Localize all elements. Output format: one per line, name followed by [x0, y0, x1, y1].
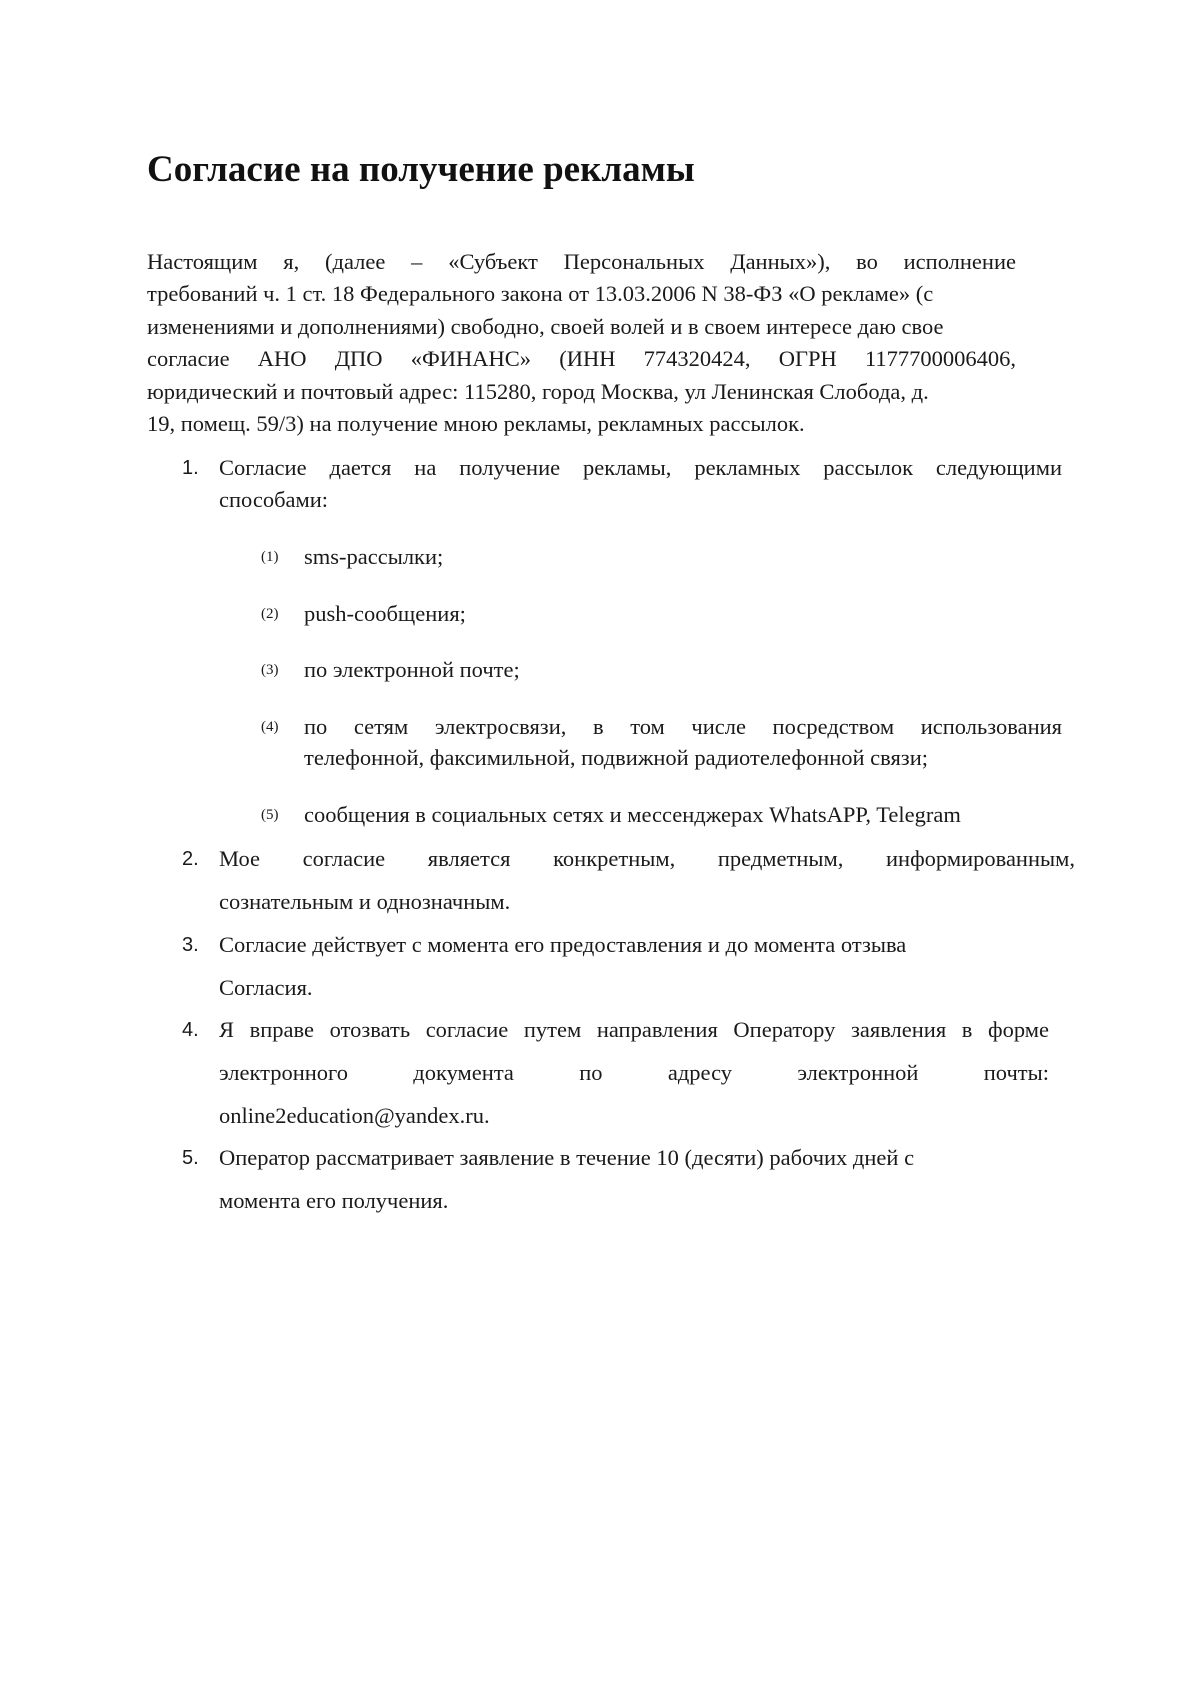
sub-item-number: (1): [261, 549, 279, 565]
sub-item-number: (5): [261, 807, 279, 823]
intro-line: согласие АНО ДПО «ФИНАНС» (ИНН 774320424, ОГРН 1177700006406,: [147, 346, 1016, 371]
list-item-number: 3.: [182, 934, 199, 956]
list-item-line: способами:: [219, 487, 329, 512]
sub-item-number: (2): [261, 606, 279, 622]
document-title: Согласие на получение рекламы: [147, 149, 695, 190]
list-item-line: Согласие дается на получение рекламы, рекламных рассылок следующими: [219, 455, 1062, 480]
list-item-line: Оператор рассматривает заявление в течение 10 (десяти) рабочих дней с: [219, 1145, 915, 1170]
sub-item-line: по электронной почте;: [304, 657, 520, 682]
list-item-number: 2.: [182, 848, 199, 870]
list-item-number: 1.: [182, 457, 199, 479]
list-item-line: Я вправе отозвать согласие путем направления Оператору заявления в форме: [219, 1017, 1049, 1042]
sub-item-line: push-сообщения;: [304, 601, 466, 626]
list-item-line: Согласия.: [219, 975, 313, 1000]
list-item-number: 5.: [182, 1147, 199, 1169]
email-address: online2education@yandex.ru.: [219, 1103, 490, 1128]
list-item-line: сознательным и однозначным.: [219, 889, 511, 914]
sub-item-number: (4): [261, 719, 279, 735]
sub-item-line: sms-рассылки;: [304, 544, 444, 569]
intro-line: изменениями и дополнениями) свободно, своей волей и в своем интересе даю свое: [147, 314, 944, 339]
sub-item-line: по сетям электросвязи, в том числе посредством использования: [304, 714, 1062, 739]
list-item-number: 4.: [182, 1019, 199, 1041]
sub-item-line: телефонной, факсимильной, подвижной радиотелефонной связи;: [304, 745, 928, 770]
list-item-line: момента его получения.: [219, 1188, 449, 1213]
list-item-line: электронного документа по адресу электронной почты:: [219, 1060, 1049, 1085]
intro-line: 19, помещ. 59/3) на получение мною рекламы, рекламных рассылок.: [147, 411, 805, 436]
list-item-line: Мое согласие является конкретным, предметным, информированным,: [219, 846, 1075, 871]
sub-item-line: сообщения в социальных сетях и мессенджерах WhatsAPP, Telegram: [304, 802, 961, 827]
list-item-line: Согласие действует с момента его предоставления и до момента отзыва: [219, 932, 907, 957]
intro-line: требований ч. 1 ст. 18 Федерального закона от 13.03.2006 N 38-ФЗ «О рекламе» (с: [147, 281, 934, 306]
intro-line: Настоящим я, (далее – «Субъект Персональных Данных»), во исполнение: [147, 249, 1016, 274]
intro-line: юридический и почтовый адрес: 115280, город Москва, ул Ленинская Слобода, д.: [147, 379, 929, 404]
sub-item-number: (3): [261, 662, 279, 678]
